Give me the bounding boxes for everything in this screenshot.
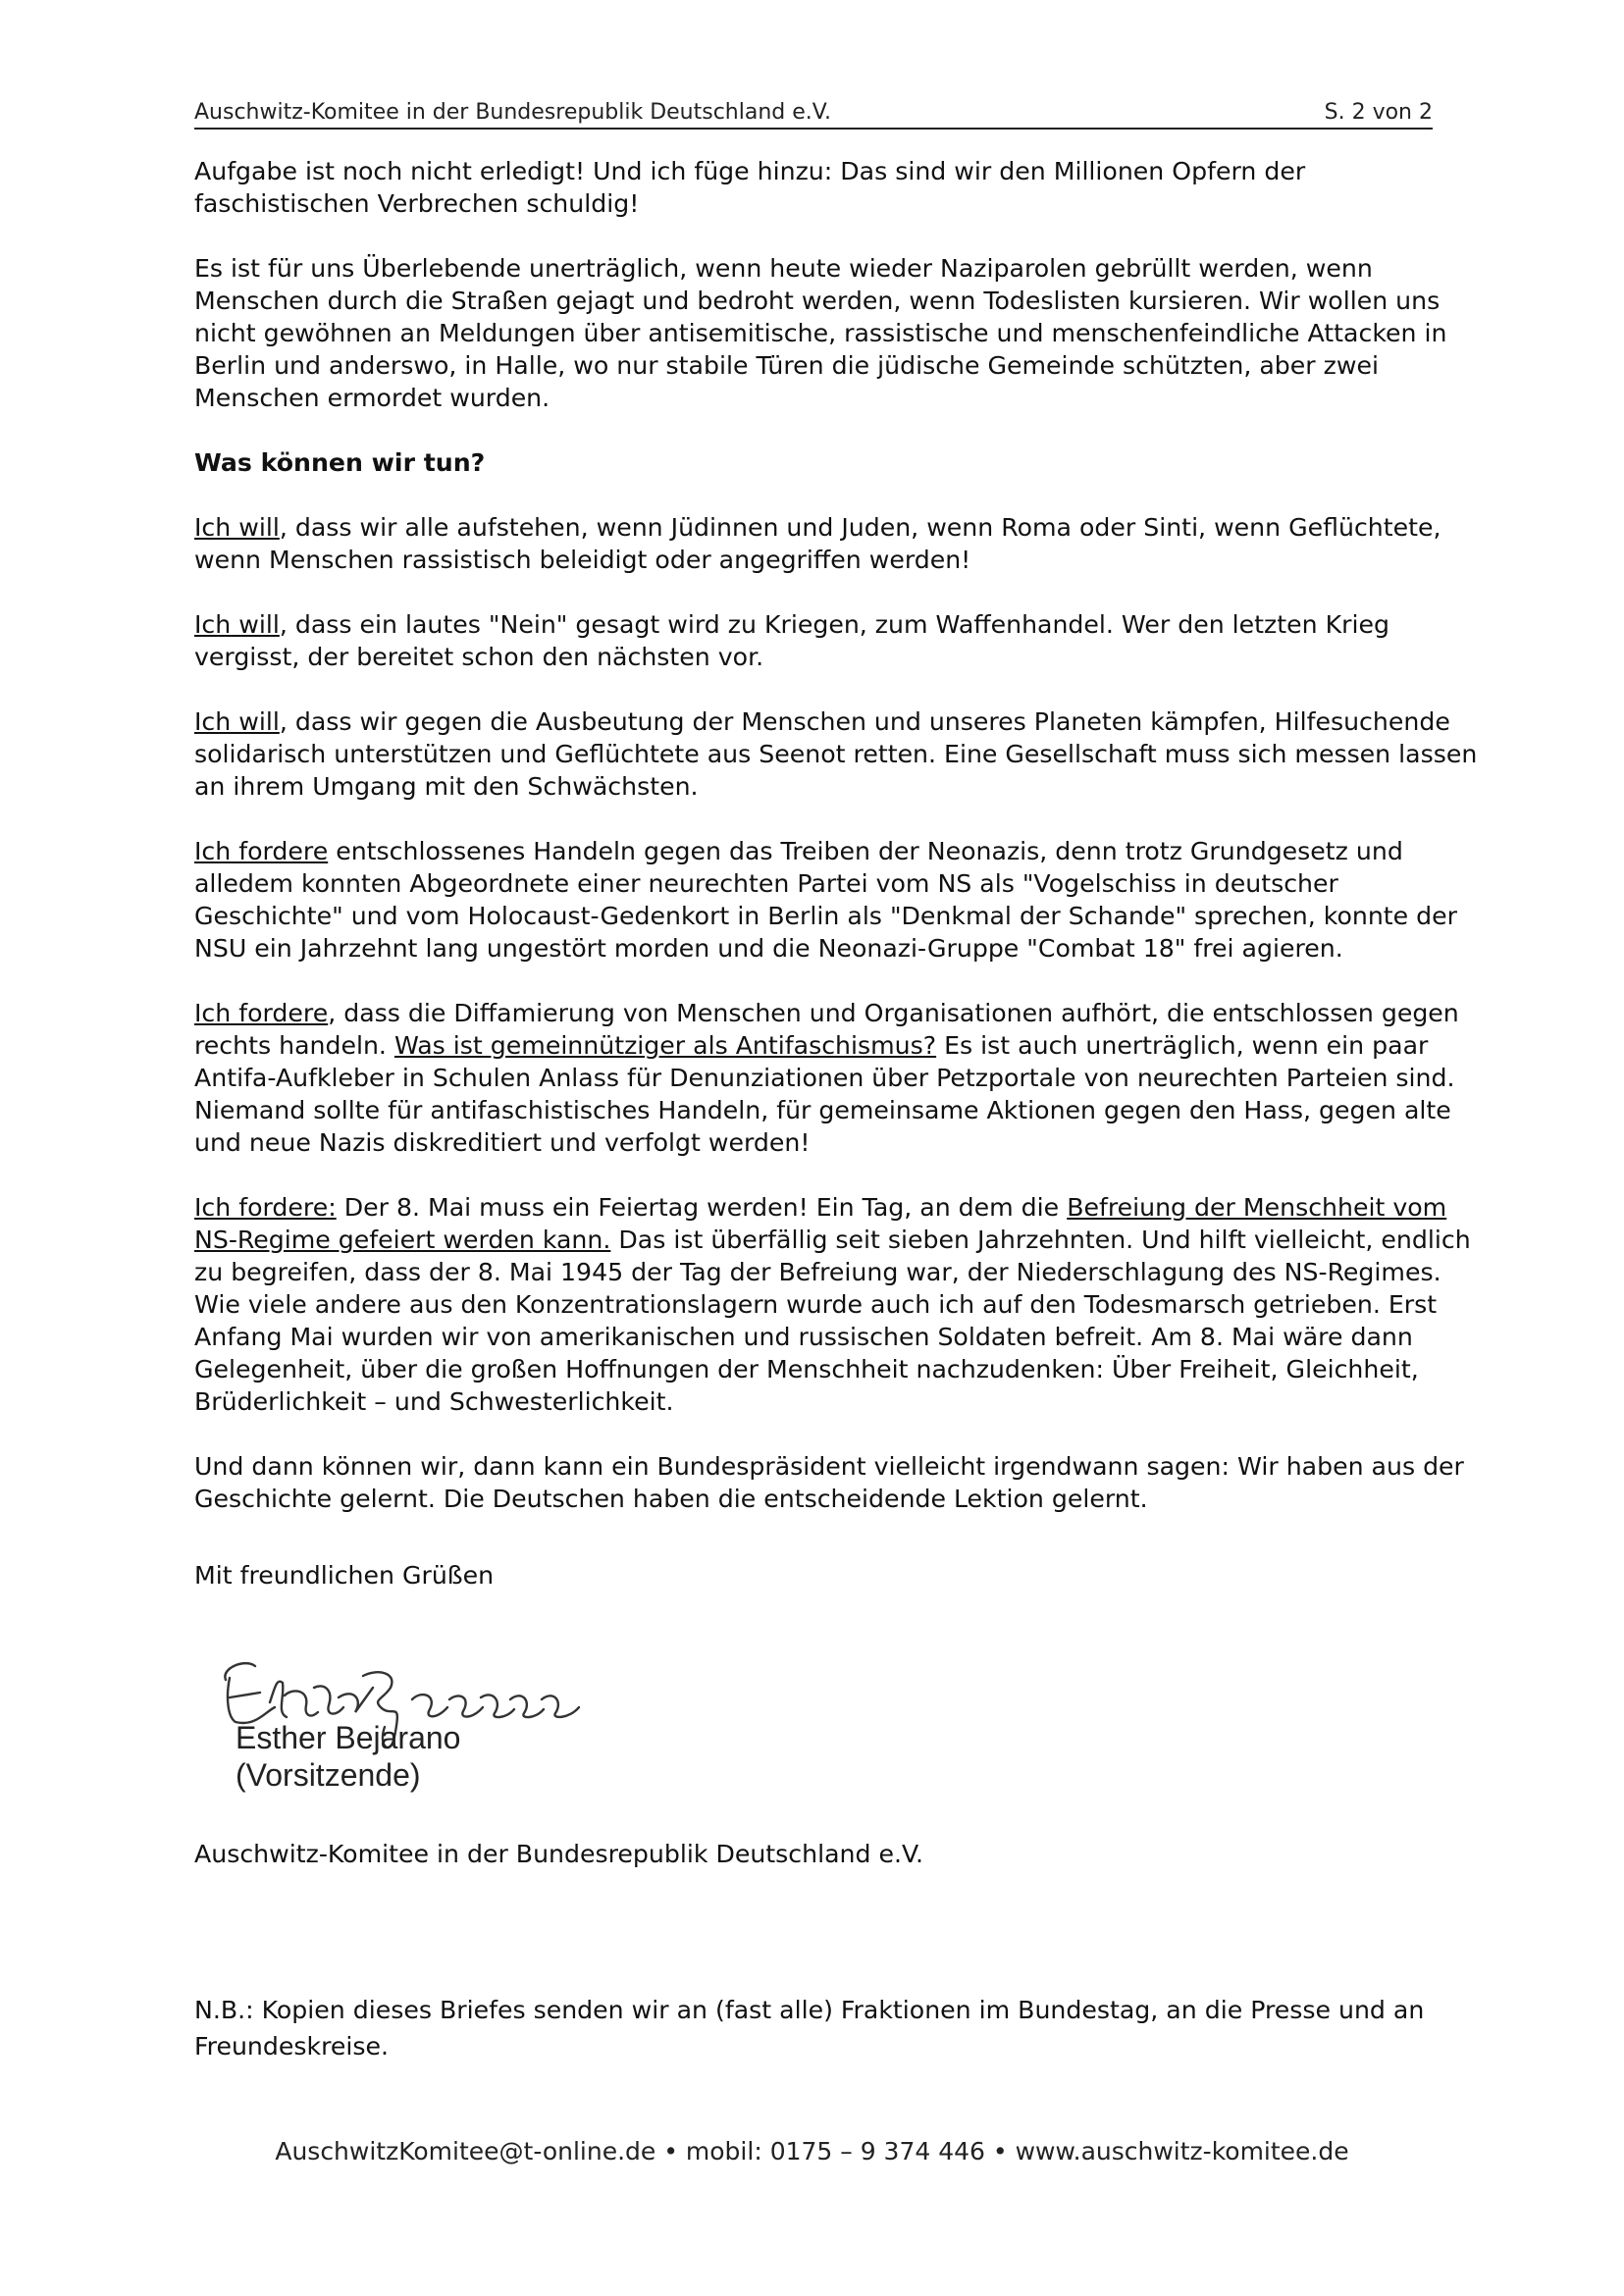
lead-phrase: Ich fordere: xyxy=(194,1193,337,1222)
paragraph xyxy=(194,835,1480,965)
paragraph xyxy=(194,608,1480,673)
paragraph xyxy=(194,511,1480,576)
lead-phrase: Ich fordere xyxy=(194,999,329,1027)
paragraph-text: Das ist überfällig seit sieben Jahrzehnten. Und hilft vielleicht, endlich zu begreifen, dass der 8. Mai 1945 der Tag der Befreiung war, der Niederschlagung des NS-Regimes. Wie viele andere aus den Konzentrationslagern wurde auch ich auf den Todesmarsch getrieben. Erst Anfang Mai wurden wir von amerikanischen und russischen Soldaten befreit. Am 8. Mai wäre dann Gelegenheit, über die großen Hoffnungen der Menschheit nachzudenken: Über Freiheit, Gleichheit, Brüderlichkeit – und Schwesterlichkeit. xyxy=(194,1226,1471,1416)
paragraph xyxy=(194,997,1480,1159)
paragraph-text: , dass wir alle aufstehen, wenn Jüdinnen und Juden, wenn Roma oder Sinti, wenn Geflüchtete, wenn Menschen rassistisch beleidigt oder angegriffen werden! xyxy=(194,513,1441,574)
paragraph: Aufgabe ist noch nicht erledigt! Und ich füge hinzu: Das sind wir den Millionen Opfern der faschistischen Verbrechen schuldig! xyxy=(194,157,1306,218)
page-number: S. 2 von 2 xyxy=(1324,100,1433,125)
signer-name: Esther Bejarano xyxy=(236,1720,461,1755)
paragraph-text: , dass ein lautes "Nein" gesagt wird zu Kriegen, zum Waffenhandel. Wer den letzten Krieg vergisst, der bereitet schon den nächsten vor. xyxy=(194,610,1389,671)
nb-note: N.B.: Kopien dieses Briefes senden wir an (fast alle) Fraktionen im Bundestag, an die Presse und an Freundeskreise. xyxy=(194,1996,1425,2061)
letter-body xyxy=(194,155,1480,1624)
lead-phrase: Ich will xyxy=(194,610,280,639)
lead-phrase: Ich fordere xyxy=(194,837,329,865)
closing: Mit freundlichen Grüßen xyxy=(194,1561,495,1590)
lead-phrase: Ich will xyxy=(194,513,280,542)
paragraph-text: , dass wir gegen die Ausbeutung der Menschen und unseres Planeten kämpfen, Hilfesuchende solidarisch unterstützen und Geflüchtete aus Seenot retten. Eine Gesellschaft muss sich messen lassen an ihrem Umgang mit den Schwächsten. xyxy=(194,707,1478,801)
paragraph-text: entschlossenes Handeln gegen das Treiben der Neonazis, denn trotz Grundgesetz und alledem konnten Abgeordnete einer neurechten Partei vom NS als "Vogelschiss in deutscher Geschichte" und vom Holocaust-Gedenkort in Berlin als "Denkmal der Schande" sprechen, konnte der NSU ein Jahrzehnt lang ungestört morden und die Neonazi-Gruppe "Combat 18" frei agieren. xyxy=(194,837,1457,963)
section-heading: Was können wir tun? xyxy=(194,448,486,477)
organization-line: Auschwitz-Komitee in der Bundesrepublik Deutschland e.V. xyxy=(194,1840,923,1868)
paragraph-text: , dass die Diffamierung von Menschen und Organisationen aufhört, die entschlossen gegen rechts handeln. xyxy=(194,999,1459,1060)
underlined-phrase: Befreiung der Menschheit vom NS-Regime gefeiert werden kann. xyxy=(194,1193,1447,1254)
paragraph-text: Der 8. Mai muss ein Feiertag werden! Ein Tag, an dem die xyxy=(336,1193,1068,1222)
paragraph xyxy=(194,705,1480,803)
paragraph: Es ist für uns Überlebende unerträglich, wenn heute wieder Naziparolen gebrüllt werden, wenn Menschen durch die Straßen gejagt und bedroht werden, wenn Todeslisten kursieren. Wir wollen uns nicht gewöhnen an Meldungen über antisemitische, rassistische und menschenfeindliche Attacken in Berlin und anderswo, in Halle, wo nur stabile Türen die jüdische Gemeinde schützten, aber zwei Menschen ermordet wurden. xyxy=(194,254,1447,412)
lead-phrase: Ich will xyxy=(194,707,280,736)
paragraph xyxy=(194,1191,1480,1418)
page-footer: AuschwitzKomitee@t-online.de • mobil: 0175 – 9 374 446 • www.auschwitz-komitee.de xyxy=(275,2137,1349,2166)
signature-block xyxy=(236,1719,460,1794)
paragraph: Und dann können wir, dann kann ein Bundespräsident vielleicht irgendwann sagen: Wir haben aus der Geschichte gelernt. Die Deutschen haben die entscheidende Lektion gelernt. xyxy=(194,1452,1464,1513)
underlined-question: Was ist gemeinnütziger als Antifaschismus? xyxy=(393,1031,937,1060)
signer-role: (Vorsitzende) xyxy=(236,1757,421,1793)
paragraph-text: Es ist auch unerträglich, wenn ein paar Antifa-Aufkleber in Schulen Anlass für Denunziationen über Petzportale von neurechten Parteien sind. Niemand sollte für antifaschistisches Handeln, für gemeinsame Aktionen gegen den Hass, gegen alte und neue Nazis diskreditiert und verfolgt werden! xyxy=(194,1031,1455,1157)
page-header xyxy=(194,98,1433,130)
header-org: Auschwitz-Komitee in der Bundesrepublik Deutschland e.V. xyxy=(194,100,831,125)
